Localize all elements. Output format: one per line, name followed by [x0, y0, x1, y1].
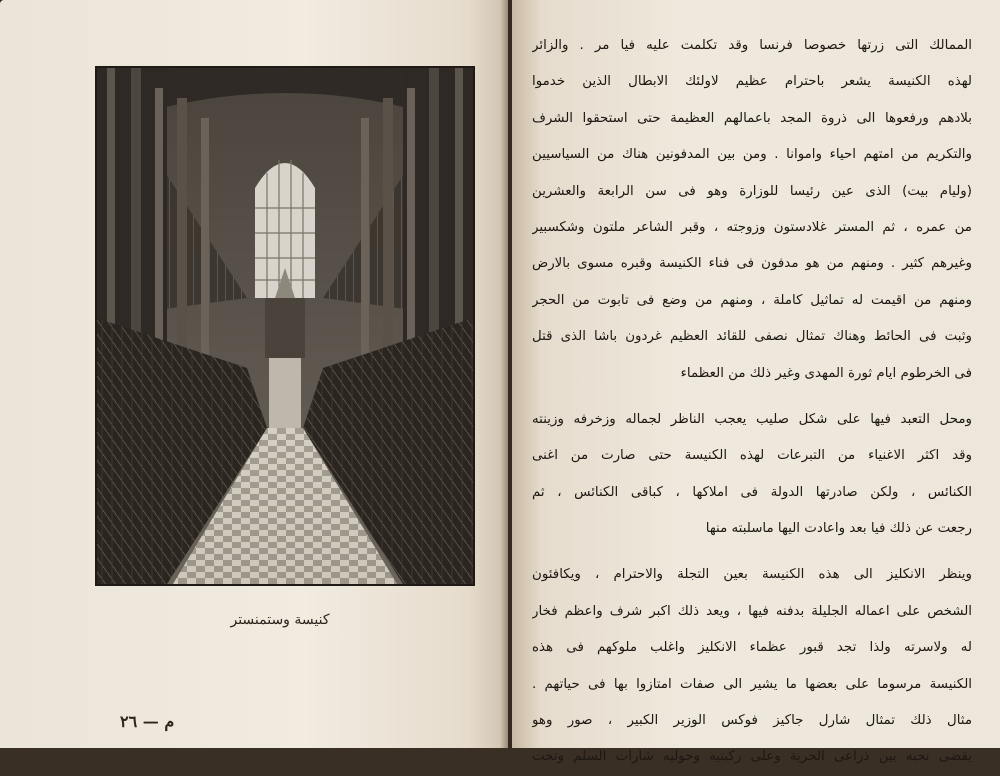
text-line: (وليام بيت) الذى عين رئيسا للوزارة وهو فى سن الرابعة والعشرين — [532, 183, 972, 199]
paragraph-2 — [532, 402, 972, 548]
text-line: رجعت عن ذلك فيا بعد واعادت اليها ماسلبته منها — [705, 521, 972, 537]
photo-caption: كنيسة وستمنستر — [230, 612, 330, 628]
page-number: م — ٢٦ — [120, 712, 175, 731]
text-line: من عمره ، ثم المستر غلادستون وزوجته ، وقبر الشاعر ملتون وشكسبير — [532, 219, 972, 235]
text-line: وثبت فى الحائط وهناك تمثال نصفى للقائد العظيم غردون باشا الذى قتل — [532, 329, 972, 345]
text-line: يقضى نحبه بين ذراعى الحرية وعلى ركبتيه وحوليه شارات السلم وتحت — [532, 749, 972, 765]
text-line: الكنائس ، ولكن صادرتها الدولة فى املاكها ، كباقى الكنائس ، ثم — [532, 484, 972, 500]
text-line: وينظر الانكليز الى هذه الكنيسة بعين التجلة والاحترام ، ويكافئون — [532, 567, 972, 583]
text-line: فى الخرطوم ايام ثورة المهدى وغير ذلك من العظماء — [680, 365, 972, 381]
text-line: والتكريم من امتهم احياء واموانا . ومن بين المدفونين هناك من السياسيين — [532, 147, 972, 163]
text-line: الشخص على اعماله الجليلة بدفنه فيها ، ويعد ذلك اكبر شرف واعظم فخار — [532, 603, 972, 619]
text-line: لهذه الكنيسة يشعر باحترام عظيم لاولئك الابطال الذين خدموا — [532, 74, 972, 90]
text-line: وغيرهم كثير . ومنهم من هو مدفون فى فناء الكنيسة وقبره مسوى بالارض — [532, 256, 972, 272]
paragraph-1 — [532, 28, 972, 392]
left-page — [0, 0, 508, 748]
text-line: له ولاسرته ولذا تجد قبور عظماء الانكليز واغلب ملوكهم فى هذه — [532, 640, 972, 656]
text-line: وقد اكثر الاغنياء من التبرعات لهذه الكنيسة حتى صارت من اغنى — [532, 448, 972, 464]
text-line: الكنيسة مرسوما على بعضها ما يشير الى صفات امتازوا بها فى حياتهم . — [532, 676, 972, 692]
text-line: الممالك التى زرتها خصوصا فرنسا وقد تكلمت عليه فيا مر . والزائر — [532, 38, 972, 53]
text-line: مثال ذلك تمثال شارل جاكيز فوكس الوزير الكبير ، صور وهو — [532, 713, 972, 729]
text-line: ومنهم من اقيمت له تماثيل كاملة ، ومنهم من وضع فى تابوت من الحجر — [532, 292, 972, 308]
body-text — [532, 28, 972, 776]
paragraph-3 — [532, 557, 972, 775]
text-line: بلادهم ورفعوها الى ذروة المجد باعمالهم العظيمة حتى استحقوا الشرف — [532, 110, 972, 126]
cathedral-interior-illustration — [97, 68, 473, 584]
text-line: ومحل التعبد فيها على شكل صليب يعجب الناظر لجماله وزخرفه وزينته — [532, 411, 972, 427]
westminster-abbey-photo — [95, 66, 475, 586]
